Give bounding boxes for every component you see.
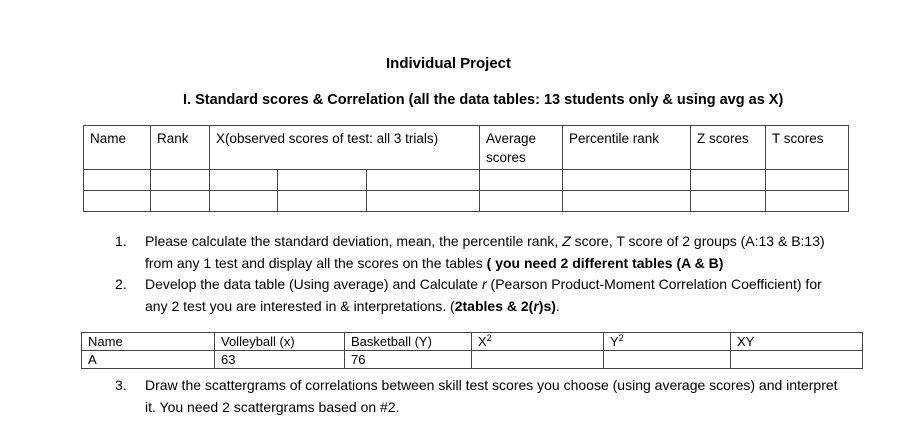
table-cell[interactable] [691,170,766,191]
table-row [84,170,849,191]
header-basketball: Basketball (Y) [345,333,472,351]
table-cell[interactable] [278,191,367,212]
table-cell[interactable] [84,170,151,191]
table-cell[interactable] [151,170,210,191]
header-z-scores: Z scores [691,126,766,170]
item-text: Draw the scattergrams of correlations between skill test scores you choose (using average scores) and interpret it. You need 2 scattergrams based on #2. [145,377,838,415]
item-number: 2. [115,276,127,292]
table-cell[interactable] [480,170,563,191]
table-cell[interactable] [691,191,766,212]
header-observed-scores: X(observed scores of test: all 3 trials) [210,126,480,170]
header-name: Name [84,126,151,170]
table-cell[interactable] [84,191,151,212]
table-cell[interactable] [278,170,367,191]
cell-volleyball[interactable]: 63 [215,351,345,369]
cell-y-squared[interactable] [604,351,731,369]
table-cell[interactable] [480,191,563,212]
item-text-italic: r [481,276,487,292]
header-name: Name [82,333,215,351]
item-number: 3. [115,377,127,393]
item-text: Please calculate the standard deviation, mean, the percentile rank, [145,233,563,249]
table-cell[interactable] [563,170,691,191]
item-text: Develop the data table (Using average) and Calculate [145,276,482,292]
header-volleyball: Volleyball (x) [215,333,345,351]
table-row [82,351,863,369]
cell-xy[interactable] [731,351,863,369]
document-title: Individual Project [385,55,512,72]
instruction-list [115,375,845,418]
header-average-scores: Average scores [480,126,563,170]
instruction-item-3 [115,375,845,418]
instruction-list [115,231,845,317]
cell-x-squared[interactable] [472,351,604,369]
instruction-item-1 [115,231,845,274]
instruction-item-2 [115,274,845,317]
item-number: 1. [115,233,127,249]
table-cell[interactable] [766,191,849,212]
item-text-bold: 2tables & 2(r)s) [454,297,556,314]
table-header-row [82,333,863,351]
header-y-squared: $Y^2$ [604,333,731,351]
table-cell[interactable] [151,191,210,212]
cell-name[interactable]: A [82,351,215,369]
table-row [84,191,849,212]
header-percentile-rank: Percentile rank [563,126,691,170]
table-cell[interactable] [563,191,691,212]
standard-scores-table [83,125,849,212]
section-heading: I. Standard scores & Correlation (all the data tables: 13 students only & using avg as X) [183,92,784,108]
header-rank: Rank [151,126,210,170]
correlation-table [81,332,863,369]
header-t-scores: T scores [766,126,849,170]
table-cell[interactable] [210,170,278,191]
table-cell[interactable] [367,170,480,191]
header-x-squared: $X^2$ [472,333,604,351]
cell-basketball[interactable]: 76 [345,351,472,369]
table-header-row [84,126,849,170]
table-cell[interactable] [210,191,278,212]
item-text: . [555,297,560,314]
item-text-bold: ( you need 2 different tables (A & B) [486,254,724,271]
item-text: (Pearson Product-Moment Correlation Coefficient) for any 2 test you are interested in & interpretations. ( [145,276,822,314]
header-xy: XY [731,333,863,351]
table-cell[interactable] [367,191,480,212]
item-text: score, T score of 2 groups (A:13 & B:13) from any 1 test and display all the scores on the tables [145,233,825,271]
table-cell[interactable] [766,170,849,191]
item-text-italic: Z [562,233,571,249]
